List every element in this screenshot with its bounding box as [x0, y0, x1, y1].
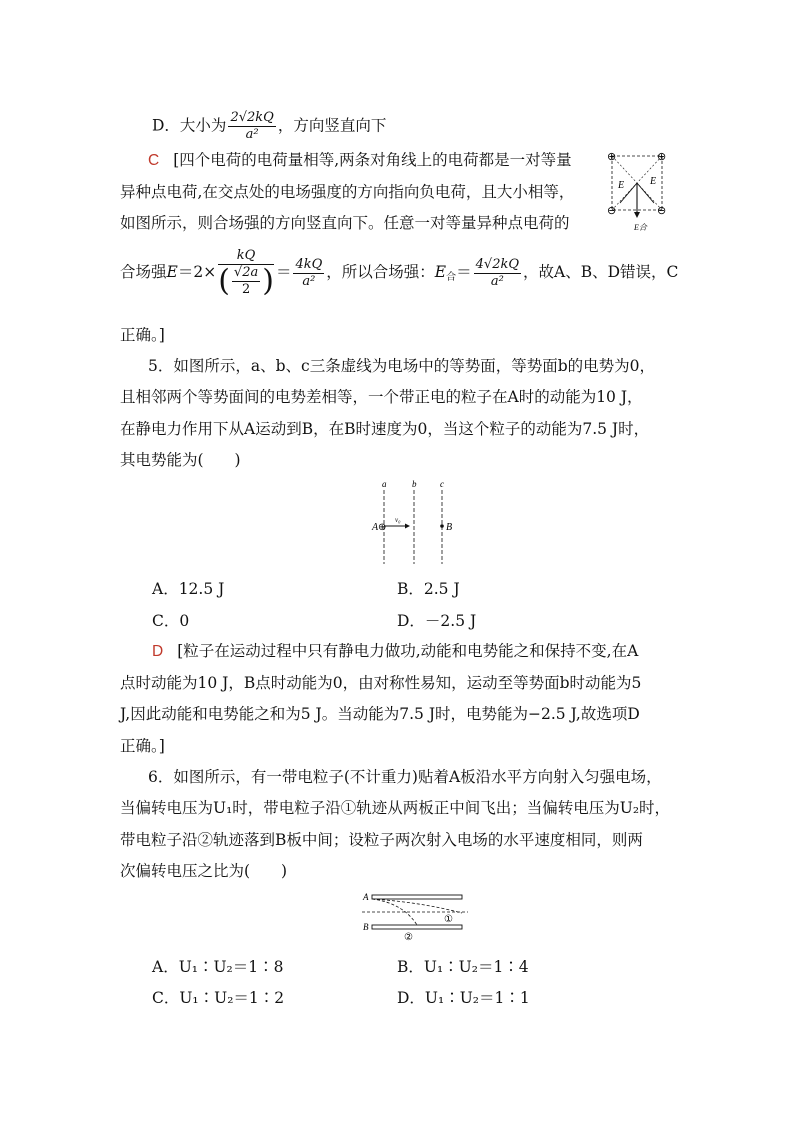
q5-option-b: B．2.5 J	[397, 580, 460, 598]
q4-charges-figure	[604, 148, 670, 232]
q6-option-c: C．U₁∶U₂＝1∶2	[152, 989, 285, 1007]
q4-exp-line4: 合场强E＝2× kQ ( $\frac{√2a}{2}$ ) ＝ $\frac{4kQ}{\text{a²}}$ ，所以合场强：$E_合=$ $\frac{4√2kQ}{\text{a²}}$ ，故A、B、D错误，C	[120, 248, 679, 299]
q5-stem-3: 在静电力作用下从A运动到B，在B时速度为0，当这个粒子的动能为7.5 J时，	[120, 420, 650, 438]
q5-equipotential-figure	[368, 478, 464, 566]
q4-fraction-2: $\frac{4kQ}{\text{a²}}$	[295, 256, 323, 289]
svg-text:A: A	[363, 892, 369, 902]
q4-exp-line5: 正确。]	[120, 326, 165, 344]
svg-text:①: ①	[444, 914, 453, 925]
q4-exp-line2: 异种点电荷,在交点处的电场强度的方向指向负电荷，且大小相等，	[120, 183, 575, 201]
q5-stem-1: 5．如图所示，a、b、c三条虚线为电场中的等势面，等势面b的电势为0，	[148, 357, 655, 375]
q6-stem-2: 当偏转电压为U₁时，带电粒子沿①轨迹从两板正中间飞出；当偏转电压为U₂时，	[120, 799, 671, 817]
q4-exp-line3: 如图所示，则合场强的方向竖直向下。任意一对等量异种点电荷的	[120, 214, 570, 232]
q6-trajectory-1	[372, 899, 462, 913]
q5-exp-line1: D [粒子在运动过程中只有静电力做功,动能和电势能之和保持不变,在A	[152, 642, 639, 660]
svg-text:B: B	[446, 522, 453, 533]
q4-fraction-1: kQ ( $\frac{√2a}{2}$ )	[218, 248, 274, 299]
q4-charge-tr: ⊕	[657, 151, 667, 163]
q5-option-c: C．0	[152, 612, 190, 630]
q4-charge-tl: ⊕	[607, 151, 617, 163]
q4-option-d: D．大小为 $\frac{2√2kQ}{\text{a²}}$ ，方向竖直向下	[152, 110, 387, 142]
q5-answer: D	[152, 643, 164, 660]
q5-exp-line3: J,因此动能和电势能之和为5 J。当动能为7.5 J时，电势能为−2.5 J,故选项D	[120, 705, 640, 723]
q6-option-a: A．U₁∶U₂＝1∶8	[152, 958, 284, 976]
svg-text:A: A	[372, 522, 379, 533]
q6-plate-a	[372, 895, 462, 899]
q4-e-label-right: E	[650, 176, 657, 187]
q4-fraction-3: $\frac{4√2kQ}{\text{a²}}$	[475, 256, 520, 289]
q5-option-a: A．12.5 J	[152, 580, 225, 598]
svg-text:②: ②	[404, 932, 413, 943]
svg-text:a: a	[382, 479, 387, 489]
q4-charge-bl: ⊖	[607, 205, 617, 217]
q5-option-d: D．－2.5 J	[397, 612, 477, 630]
q4-charge-br: ⊖	[657, 205, 667, 217]
q5-exp-line4: 正确。]	[120, 737, 165, 755]
svg-text:b: b	[412, 479, 417, 489]
svg-text:c: c	[440, 479, 444, 489]
q5-point-b	[440, 524, 444, 528]
q6-option-d: D．U₁∶U₂＝1∶1	[397, 989, 530, 1007]
q6-stem-3: 带电粒子沿②轨迹落到B板中间；设粒子两次射入电场的水平速度相同，则两	[120, 831, 643, 849]
svg-text:B: B	[363, 922, 369, 932]
q6-stem-4: 次偏转电压之比为( )	[120, 862, 288, 880]
q5-exp-line2: 点时动能为10 J，B点时动能为0，由对称性易知，运动至等势面b时动能为5	[120, 674, 642, 692]
q4-e-total-label: E合	[634, 223, 647, 232]
q4-e-label-left: E	[618, 180, 625, 191]
q6-stem-1: 6．如图所示，有一带电粒子(不计重力)贴着A板沿水平方向射入匀强电场，	[148, 768, 662, 786]
q4-option-d-fraction: $\frac{2√2kQ}{\text{a²}}$	[230, 110, 274, 142]
q6-plate-b	[372, 925, 462, 929]
q5-stem-4: 其电势能为( )	[120, 451, 241, 469]
q5-stem-2: 且相邻两个等势面间的电势差相等，一个带正电的粒子在A时的动能为10 J，	[120, 388, 643, 406]
svg-text:v₀: v₀	[395, 516, 401, 524]
q5-particle: ⊕	[378, 522, 387, 533]
q4-answer: C	[148, 152, 160, 169]
q6-option-b: B．U₁∶U₂＝1∶4	[397, 958, 529, 976]
q6-plates-figure	[358, 888, 470, 944]
q4-exp-line1: C [四个电荷的电荷量相等,两条对角线上的电荷都是一对等量	[148, 151, 572, 169]
